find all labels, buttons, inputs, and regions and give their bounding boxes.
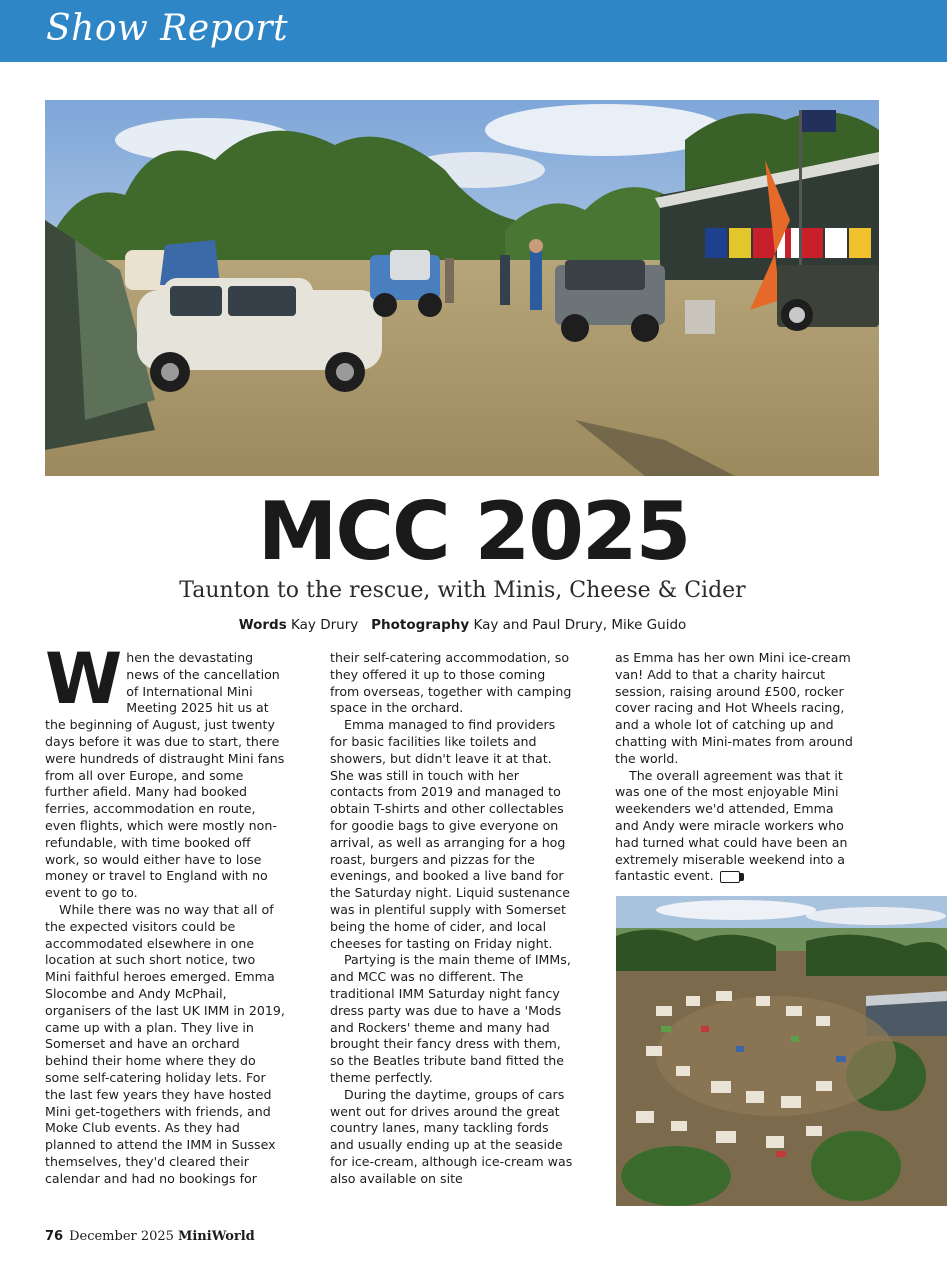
article-headline: MCC 2025 bbox=[257, 485, 690, 578]
section-header-bar bbox=[0, 0, 947, 62]
article-standfirst: Taunton to the rescue, with Minis, Cheese & Cider bbox=[179, 578, 746, 603]
paragraph-final bbox=[615, 768, 855, 886]
aerial-photo bbox=[616, 896, 947, 1206]
article-credits bbox=[0, 617, 925, 633]
end-mark-icon bbox=[720, 871, 740, 883]
paragraph: Partying is the main theme of IMMs, and MCC was no different. The traditional IMM Saturday night fancy dress party was due to have a 'Mods and Rockers' theme and many had brought their fancy dress with them, so the Beatles tribute band fitted the theme perfectly. bbox=[330, 952, 571, 1085]
article-column-2 bbox=[330, 650, 575, 1188]
photography-names: Kay and Paul Drury, Mike Guido bbox=[473, 617, 687, 633]
section-title: Show Report bbox=[46, 8, 289, 49]
page-footer bbox=[45, 1229, 255, 1244]
paragraph: During the daytime, groups of cars went out for drives around the great country lanes, many tackling fords and usually ending up at the seaside for ice-cream, although ice-cream was also available on site bbox=[330, 1086, 573, 1186]
words-name: Kay Drury bbox=[291, 617, 359, 633]
paragraph: as Emma has her own Mini ice-cream van! Add to that a charity haircut session, raising around £500, rocker cover racing and Hot Wheels racing, and a whole lot of catching up and chatting with Mini-mates from around the world. bbox=[615, 650, 853, 766]
page-number: 76 bbox=[45, 1229, 64, 1244]
paragraph: Emma managed to find providers for basic facilities like toilets and showers, but didn't leave it at that. She was still in touch with her contacts from 2019 and managed to obtain T-shirts and other collectables for goodie bags to give everyone on arrival, as well as arranging for a hog roast, burgers and pizzas for the evenings, and booked a live band for the Saturday night. Liquid sustenance was in plentiful supply with Somerset being the home of cider, and local cheeses for tasting on Friday night. bbox=[330, 717, 570, 951]
paragraph: hen the devastating news of the cancellation of International Mini Meeting 2025 hit us at the beginning of August, just twenty days before it was due to start, there were hundreds of distraught Mini fans from all over Europe, and some further afield. Many had booked ferries, accommodation en route, even flights, which were mostly non-refundable, with time booked off work, so would either have to lose money or travel to England with no event to go to. bbox=[45, 650, 285, 901]
article-column-1 bbox=[45, 638, 285, 1188]
article-column-3 bbox=[615, 650, 855, 885]
issue-date: December 2025 bbox=[69, 1229, 174, 1244]
words-label: Words bbox=[238, 617, 287, 633]
photography-label: Photography bbox=[371, 617, 470, 633]
main-photo bbox=[45, 100, 879, 476]
paragraph: While there was no way that all of the expected visitors could be accommodated elsewhere in one location at such short notice, two Mini faithful heroes emerged. Emma Slocombe and Andy McPhail, organisers of the last UK IMM in 2019, came up with a plan. They live in Somerset and have an orchard behind their home where they do some self-catering holiday lets. For the last few years they have hosted Mini get-togethers with friends, and Moke Club events. As they had planned to attend the IMM in Sussex themselves, they'd cleared their calendar and had no bookings for bbox=[45, 901, 285, 1186]
magazine-name: MiniWorld bbox=[177, 1229, 255, 1244]
drop-cap: W bbox=[45, 638, 123, 720]
paragraph-final-text: The overall agreement was that it was one of the most enjoyable Mini weekenders we'd attended, Emma and Andy were miracle workers who had turned what could have been an extremely miserable weekend into a fantastic event. bbox=[615, 767, 848, 884]
paragraph: their self-catering accommodation, so they offered it up to those coming from overseas, together with camping space in the orchard. bbox=[330, 650, 572, 716]
